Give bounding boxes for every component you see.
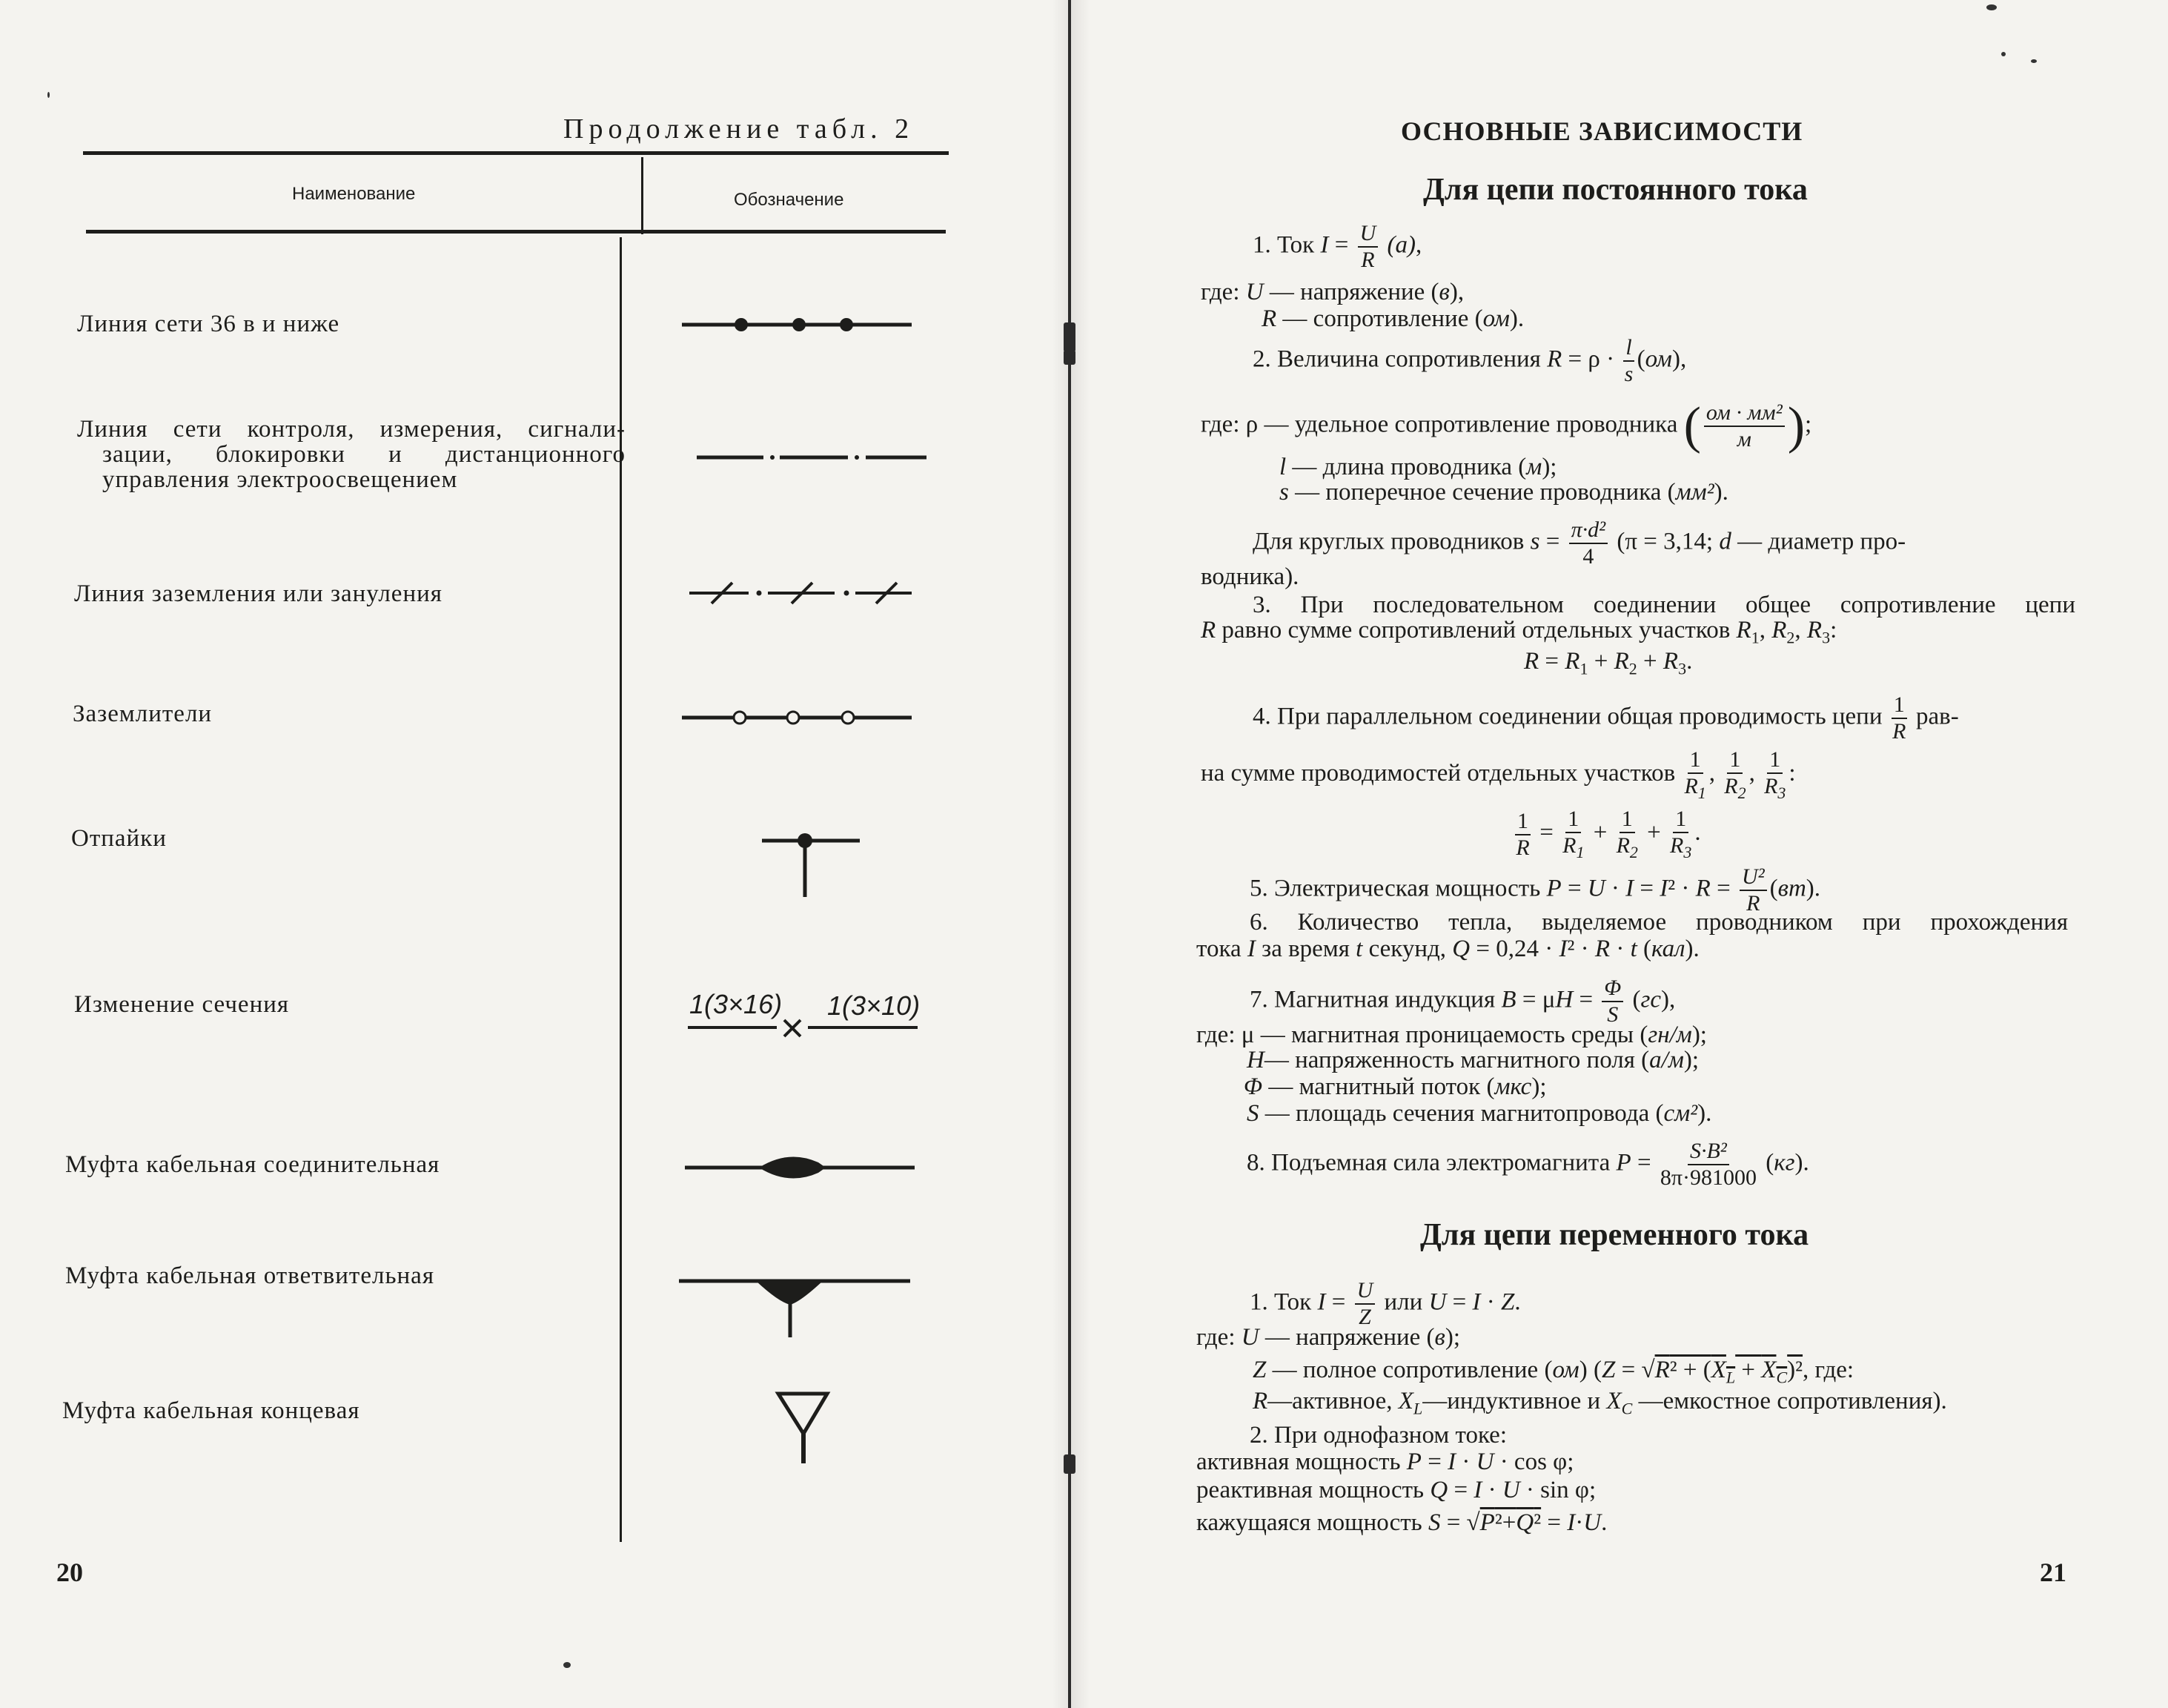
symbol-end-sleeve bbox=[771, 1386, 838, 1468]
row-name: Заземлители bbox=[73, 701, 213, 727]
scan-speck bbox=[2031, 59, 2037, 63]
column-header-symbol: Обозначение bbox=[734, 190, 844, 210]
table-header-rule bbox=[86, 230, 946, 234]
formula-line: Z — полное сопротивление (ом) ($Z = √R^2 + (X_L + X_C)^2$, где: bbox=[1253, 1357, 1854, 1387]
book-spine bbox=[1068, 0, 1071, 1708]
formula-line: 4. При параллельном соединении общая проводимость цепи $\frac{1}{R}$ рав- bbox=[1253, 692, 1959, 744]
formula-line: где: ρ — удельное сопротивление проводника ( $\frac{\text{ом · мм²}}{м}$ ); bbox=[1201, 397, 1812, 454]
formula-line: Для круглых проводников s = $\frac{\text{π·d²}}{4}$ (π = 3,14; d — диаметр про- bbox=[1253, 517, 1906, 569]
symbol-ground-electrodes bbox=[674, 700, 926, 737]
row-name: Линия сети 36 в и ниже bbox=[77, 311, 340, 337]
scan-speck bbox=[1986, 4, 1997, 10]
section-label-right: 1(3×10) bbox=[827, 990, 921, 1021]
scan-speck bbox=[2001, 52, 2006, 56]
formula-line: $R = R_1 + R_2 + R_3$. bbox=[1524, 648, 1693, 678]
formula-line: 7. Магнитная индукция B = μH = $\frac{\Phi}{S}$ (гс), bbox=[1250, 976, 1676, 1027]
formula-line: Φ — магнитный поток (мкс); bbox=[1244, 1073, 1547, 1100]
symbol-grounding-line bbox=[682, 571, 919, 615]
symbol-control-line bbox=[682, 441, 934, 478]
formula-line: водника). bbox=[1201, 563, 1299, 590]
row-name: Муфта кабельная ответвительная bbox=[65, 1262, 434, 1289]
row-name: Отпайки bbox=[71, 825, 167, 852]
section-label-left: 1(3×16) bbox=[689, 989, 783, 1019]
formula-line: 5. Электрическая мощность P = U · I = I² · R = $\frac{\text{U²}}{R}$ (вт). bbox=[1250, 864, 1821, 916]
table-caption: Продолжение табл. 2 bbox=[563, 113, 915, 145]
row-name: Муфта кабельная концевая bbox=[62, 1397, 360, 1424]
table-top-rule bbox=[83, 151, 949, 155]
row-name: Муфта кабельная соединительная bbox=[65, 1151, 440, 1178]
scan-speck bbox=[563, 1662, 571, 1668]
formula-line: 8. Подъемная сила электромагнита P = $\frac{\text{S·B²}}{8\pi\cdot 981000}$ (кг). bbox=[1247, 1139, 1809, 1190]
formula-line: где: μ — магнитная проницаемость среды (гн/м); bbox=[1196, 1022, 1707, 1048]
formula-line: на сумме проводимостей отдельных участков $\frac{1}{R_1}$ , $\frac{1}{R_2}$ , $\frac{1}{R_3}$ : bbox=[1201, 747, 1796, 802]
formula-line: H— напряженность магнитного поля (а/м); bbox=[1247, 1047, 1700, 1073]
symbol-joint-sleeve bbox=[677, 1142, 922, 1194]
formula-line: R — сопротивление (ом). bbox=[1262, 305, 1525, 332]
formula-line: где: U — напряжение (в), bbox=[1201, 279, 1465, 305]
page-number: 21 bbox=[2040, 1558, 2066, 1587]
formula-line: где: U — напряжение (в); bbox=[1196, 1324, 1461, 1351]
symbol-line-36v bbox=[667, 304, 919, 348]
formula-line: 2. При однофазном токе: bbox=[1250, 1422, 1507, 1449]
formula-line: R—активное, $X_L—индуктивное$ и $X_C$ —емкостное сопротивления). bbox=[1253, 1388, 1947, 1418]
row-name: Изменение сечения bbox=[74, 991, 290, 1018]
column-header-name: Наименование bbox=[292, 184, 416, 204]
formula-line: 3. При последовательном соединении общее сопротивление цепи bbox=[1253, 592, 2075, 618]
symbol-branch-sleeve bbox=[674, 1260, 919, 1342]
formula-line: активная мощность P = I · U · cos φ; bbox=[1196, 1449, 1574, 1475]
formula-line: 1. Ток I = $\frac{U}{Z}$ или U = I · Z. bbox=[1250, 1278, 1521, 1329]
section-title-dc: Для цепи постоянного тока bbox=[1423, 173, 1808, 207]
row-name: Линия сети контроля, измерения, сигнали- зации, блокировки и дистанционного управления электроосвещением bbox=[77, 416, 626, 493]
formula-line: тока I за время t секунд, Q = 0,24 · I² · R · t (кал). bbox=[1196, 936, 1700, 962]
left-page bbox=[0, 0, 1067, 1708]
formula-line: R равно сумме сопротивлений отдельных участков $R_1$, $R_2$, $R_3$: bbox=[1201, 617, 1837, 647]
scan-speck bbox=[47, 92, 50, 98]
formula-line: реактивная мощность Q = I · U · sin φ; bbox=[1196, 1477, 1597, 1503]
page-number: 20 bbox=[56, 1558, 83, 1587]
formula-line: кажущаяся мощность S = √P²+Q² = I·U. bbox=[1196, 1509, 1608, 1536]
formula-line: l — длина проводника (м); bbox=[1279, 454, 1557, 480]
symbol-tap bbox=[749, 823, 882, 904]
section-title-ac: Для цепи переменного тока bbox=[1420, 1218, 1809, 1252]
formula-line: s — поперечное сечение проводника (мм²). bbox=[1279, 479, 1728, 506]
formula-line: 6. Количество тепла, выделяемое проводником при прохождения bbox=[1250, 909, 2068, 936]
row-name: Линия заземления или зануления bbox=[74, 580, 442, 607]
page-title: ОСНОВНЫЕ ЗАВИСИМОСТИ bbox=[1401, 116, 1803, 146]
formula-line: 2. Величина сопротивления R = ρ · $\frac{l}{s}$ (ом), bbox=[1253, 335, 1687, 386]
header-column-divider bbox=[641, 157, 643, 234]
formula-line: $\frac{1}{R}$ = $\frac{1}{R_1}$ + $\frac{1}{R_2}$ + $\frac{1}{R_3}$ . bbox=[1516, 807, 1701, 861]
symbol-section-change bbox=[682, 986, 926, 1053]
formula-line: 1. Ток I = $\frac{U}{R}$ (а), bbox=[1253, 221, 1422, 272]
formula-line: S — площадь сечения магнитопровода (см²). bbox=[1247, 1100, 1712, 1127]
